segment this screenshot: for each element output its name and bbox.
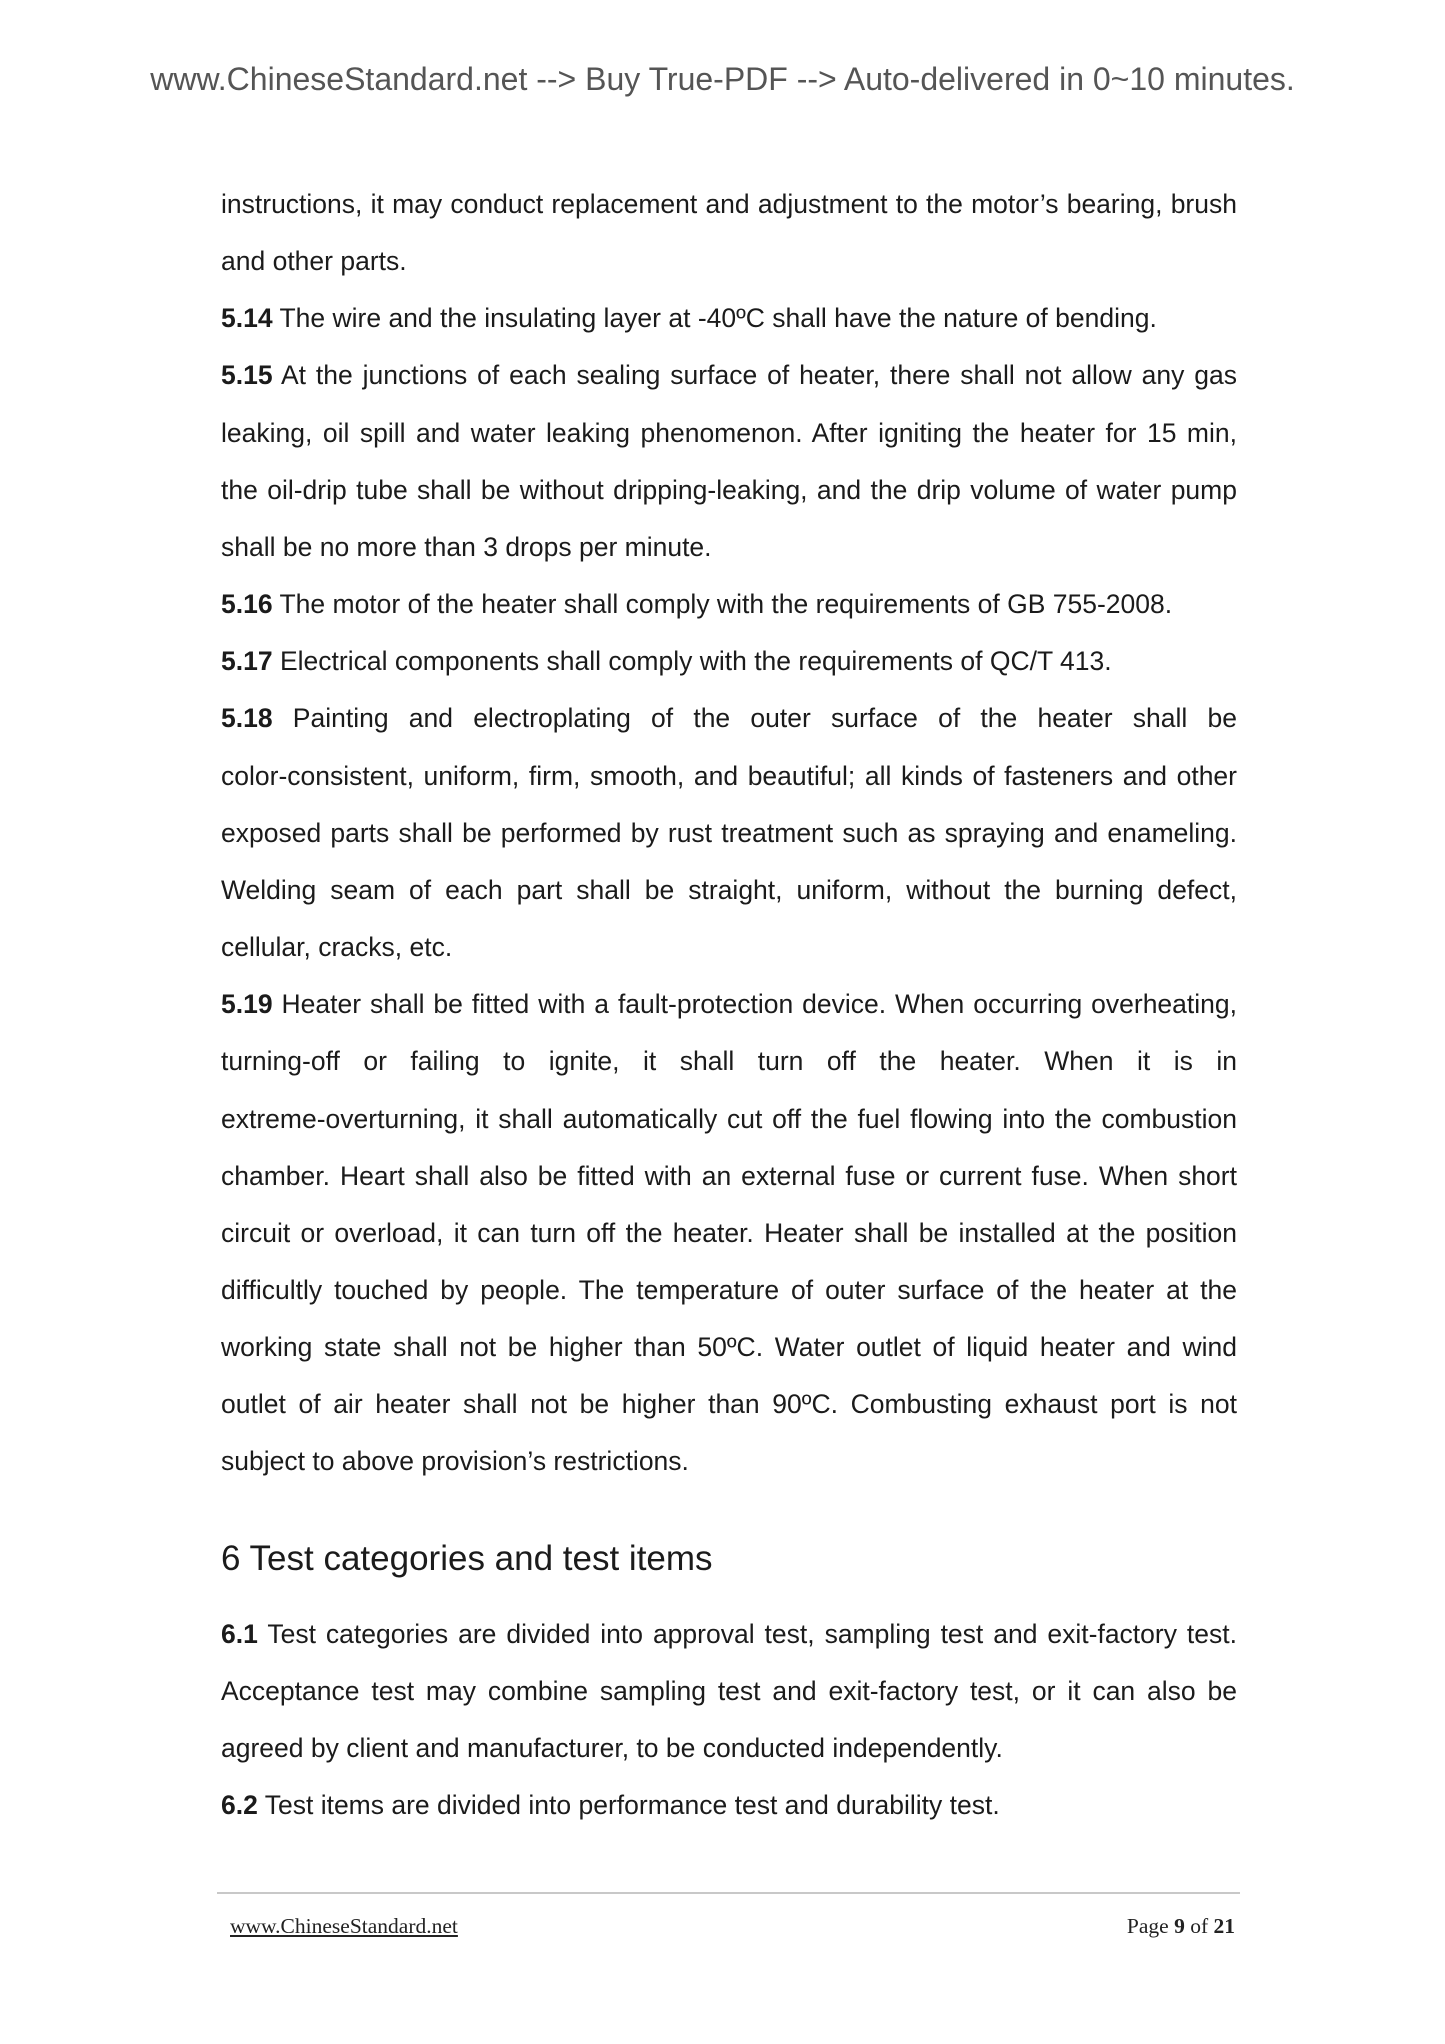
page-number: 9 xyxy=(1174,1914,1185,1938)
text-line: agreed by client and manufacturer, to be conducted independently. xyxy=(221,1733,1003,1764)
clause-number: 6.2 xyxy=(221,1790,258,1821)
header-banner: www.ChineseStandard.net --> Buy True-PDF --> Auto-delivered in 0~10 minutes. xyxy=(150,61,1295,97)
text-line: subject to above provision’s restrictions. xyxy=(221,1446,689,1477)
text-line: extreme-overturning, it shall automatically cut off the fuel flowing into the combustion xyxy=(221,1103,1237,1134)
page-of-label: of xyxy=(1190,1914,1209,1938)
clause-text: At the junctions of each sealing surface of heater, there shall not allow any gas xyxy=(281,360,1237,391)
clause-5-17 xyxy=(221,633,1237,690)
clause-5-15 xyxy=(221,347,1237,576)
clause-text: The motor of the heater shall comply with the requirements of GB 755-2008. xyxy=(279,589,1173,620)
text-line xyxy=(221,576,1237,633)
clause-text: Test items are divided into performance test and durability test. xyxy=(264,1790,1000,1821)
page-indicator xyxy=(1127,1912,1235,1940)
text-line: circuit or overload, it can turn off the heater. Heater shall be installed at the position xyxy=(221,1217,1237,1248)
clause-number: 5.17 xyxy=(221,646,273,677)
clause-text: Painting and electroplating of the outer surface of the heater shall be xyxy=(292,703,1237,734)
text-line: cellular, cracks, etc. xyxy=(221,932,453,963)
text-line: turning-off or failing to ignite, it shall turn off the heater. When it is in xyxy=(221,1046,1237,1077)
text-line: instructions, it may conduct replacement and adjustment to the motor’s bearing, brush xyxy=(221,189,1237,219)
clause-number: 5.14 xyxy=(221,303,273,334)
clause-6-1 xyxy=(221,1606,1237,1777)
clause-6-2 xyxy=(221,1777,1237,1834)
page-label: Page xyxy=(1126,1914,1169,1938)
clause-5-14 xyxy=(221,290,1237,347)
continuation-paragraph xyxy=(221,176,1237,290)
clause-text: Test categories are divided into approval test, sampling test and exit-factory test. xyxy=(267,1619,1238,1649)
text-line: and other parts. xyxy=(221,246,407,277)
clause-text: The wire and the insulating layer at -40ºC shall have the nature of bending. xyxy=(279,303,1157,334)
text-line: Welding seam of each part shall be straight, uniform, without the burning defect, xyxy=(221,874,1237,905)
clause-number: 5.18 xyxy=(221,703,273,734)
text-line xyxy=(221,690,1237,747)
section-5-body xyxy=(221,176,1237,1491)
clause-5-18 xyxy=(221,690,1237,976)
page-total: 21 xyxy=(1213,1914,1235,1938)
section-6-body xyxy=(221,1606,1237,1835)
text-line: exposed parts shall be performed by rust treatment such as spraying and enameling. xyxy=(221,817,1237,848)
text-line: chamber. Heart shall also be fitted with an external fuse or current fuse. When short xyxy=(221,1160,1237,1191)
clause-number: 5.19 xyxy=(221,989,273,1020)
clause-5-16 xyxy=(221,576,1237,633)
section-6-heading: 6 Test categories and test items xyxy=(221,1539,713,1578)
text-line xyxy=(221,633,1237,690)
text-line: Acceptance test may combine sampling test and exit-factory test, or it can also be xyxy=(221,1676,1237,1707)
text-line: leaking, oil spill and water leaking phenomenon. After igniting the heater for 15 min, xyxy=(221,417,1237,448)
text-line: shall be no more than 3 drops per minute. xyxy=(221,531,712,562)
footer-divider xyxy=(217,1892,1240,1894)
text-line: difficultly touched by people. The temperature of outer surface of the heater at the xyxy=(221,1274,1237,1305)
clause-text: Heater shall be fitted with a fault-protection device. When occurring overheating, xyxy=(281,989,1237,1020)
text-line: working state shall not be higher than 50ºC. Water outlet of liquid heater and wind xyxy=(221,1332,1237,1363)
text-line xyxy=(221,976,1237,1033)
text-line xyxy=(221,1777,1237,1834)
text-line: color-consistent, uniform, firm, smooth, and beautiful; all kinds of fasteners and other xyxy=(221,760,1237,791)
text-line: the oil-drip tube shall be without dripping-leaking, and the drip volume of water pump xyxy=(221,474,1237,505)
clause-5-19 xyxy=(221,976,1237,1490)
text-line xyxy=(221,1606,1237,1663)
text-line xyxy=(221,290,1237,347)
footer-site-link[interactable]: www.ChineseStandard.net xyxy=(230,1914,458,1938)
clause-number: 6.1 xyxy=(221,1619,258,1649)
clause-number: 5.15 xyxy=(221,360,273,391)
clause-number: 5.16 xyxy=(221,589,273,620)
text-line: outlet of air heater shall not be higher than 90ºC. Combusting exhaust port is not xyxy=(221,1389,1237,1420)
text-line xyxy=(221,347,1237,404)
clause-text: Electrical components shall comply with the requirements of QC/T 413. xyxy=(279,646,1112,677)
